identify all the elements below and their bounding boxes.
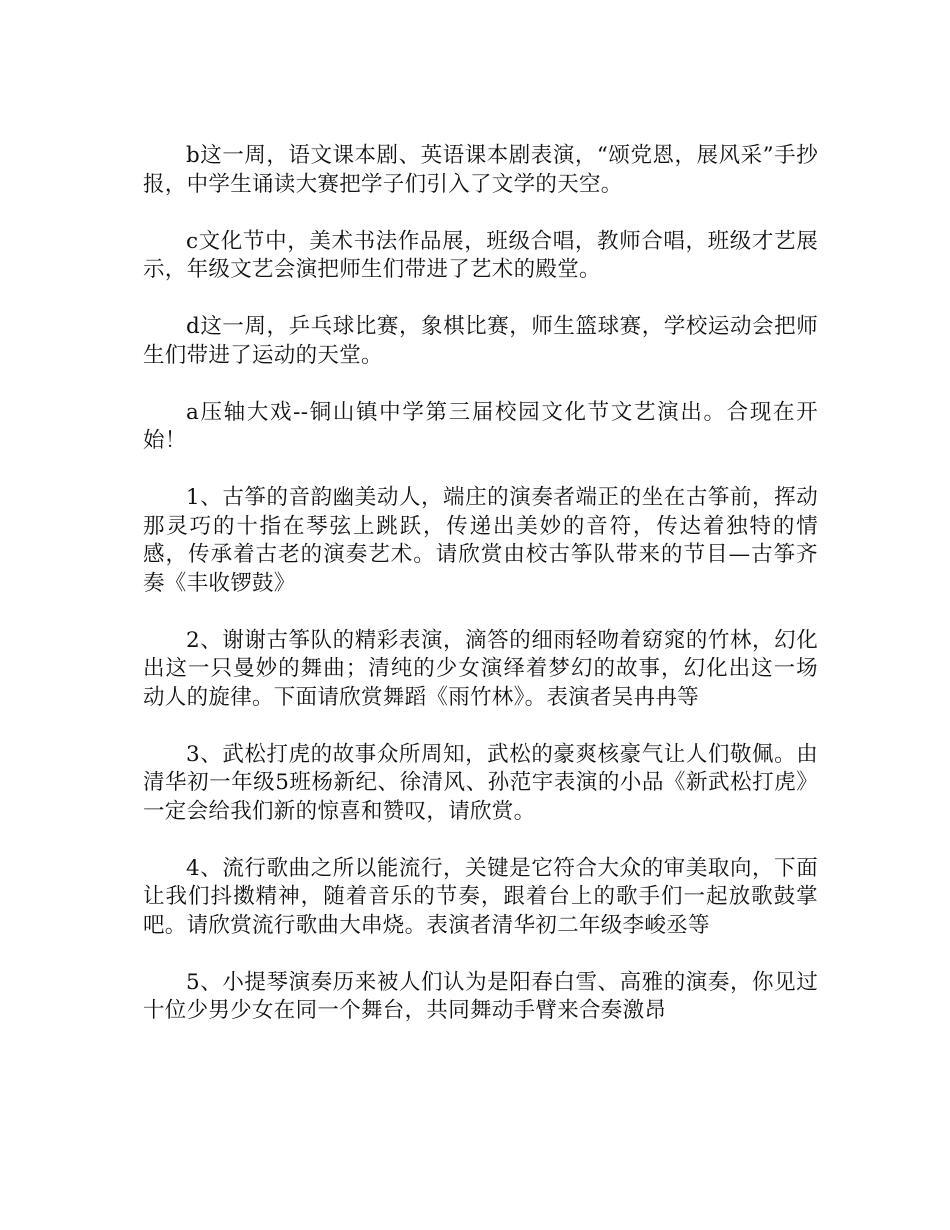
paragraph-item-5-violin: 5、小提琴演奏历来被人们认为是阳春白雪、高雅的演奏，你见过十位少男少女在同一个舞台，共同舞动手臂来合奏激昂 <box>143 969 818 1023</box>
document-body <box>143 142 818 1054</box>
paragraph-b-literature-week: b这一周，语文课本剧、英语课本剧表演，“颂党恩，展风采”手抄报，中学生诵读大赛把学子们引入了文学的天空。 <box>143 143 818 197</box>
paragraph-a-finale-announcement: a压轴大戏--铜山镇中学第三届校园文化节文艺演出。合现在开始！ <box>143 399 818 453</box>
paragraph-c-art-festival: c文化节中，美术书法作品展，班级合唱，教师合唱，班级才艺展示，年级文艺会演把师生们带进了艺术的殿堂。 <box>143 228 818 282</box>
paragraph-item-1-guzheng: 1、古筝的音韵幽美动人，端庄的演奏者端正的坐在古筝前，挥动那灵巧的十指在琴弦上跳跃，传递出美妙的音符，传达着独特的情感，传承着古老的演奏艺术。请欣赏由校古筝队带来的节目—古筝齐奏《丰收锣鼓》 <box>143 485 818 596</box>
paragraph-item-2-dance: 2、谢谢古筝队的精彩表演，滴答的细雨轻吻着窈窕的竹林，幻化出这一只曼妙的舞曲；清纯的少女演绎着梦幻的故事，幻化出这一场动人的旋律。下面请欣赏舞蹈《雨竹林》。表演者吴冉冉等 <box>143 627 818 710</box>
paragraph-item-4-pop-songs: 4、流行歌曲之所以能流行，关键是它符合大众的审美取向，下面让我们抖擞精神，随着音乐的节奏，跟着台上的歌手们一起放歌鼓掌吧。请欣赏流行歌曲大串烧。表演者清华初二年级李峻丞等 <box>143 855 818 938</box>
paragraph-item-3-sketch: 3、武松打虎的故事众所周知，武松的豪爽核豪气让人们敬佩。由清华初一年级5班杨新纪、徐清风、孙范宇表演的小品《新武松打虎》一定会给我们新的惊喜和赞叹，请欣赏。 <box>143 741 818 824</box>
paragraph-d-sports-week: d这一周，乒乓球比赛，象棋比赛，师生篮球赛，学校运动会把师生们带进了运动的天堂。 <box>143 314 818 368</box>
